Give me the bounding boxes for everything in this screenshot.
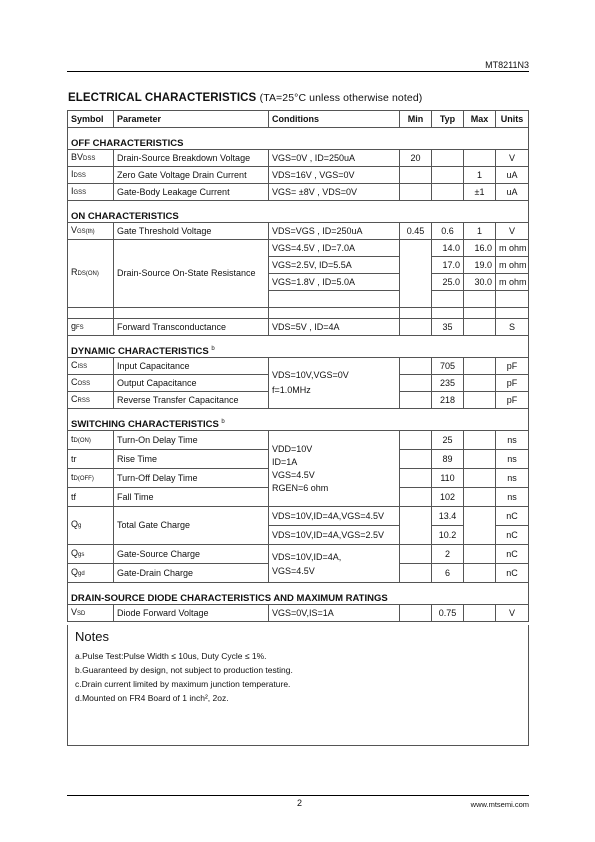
table-row	[68, 319, 529, 336]
unit-cell: V	[496, 605, 529, 622]
condition-cell: VDD=10V ID=1A VGS=4.5V RGEN=6 ohm	[269, 431, 400, 507]
max-cell	[464, 375, 496, 392]
parameter-cell: Diode Forward Voltage	[114, 605, 269, 622]
table-row	[68, 545, 529, 564]
condition-cell: VGS=1.8V , ID=5.0A	[269, 274, 400, 291]
condition-cell: VGS=0V , ID=250uA	[269, 150, 400, 167]
header-rule	[67, 71, 529, 72]
condition-cell: VDS=10V,VGS=0V f=1.0MHz	[269, 358, 400, 409]
typ-cell	[432, 150, 464, 167]
note-item: c.Drain current limited by maximum junction temperature.	[75, 679, 291, 689]
typ-cell	[432, 167, 464, 184]
typ-cell	[432, 184, 464, 201]
parameter-cell: Drain-Source On-State Resistance	[114, 240, 269, 308]
part-number: MT8211N3	[485, 60, 529, 70]
max-cell	[464, 291, 496, 308]
min-cell	[400, 469, 432, 488]
col-symbol: Symbol	[68, 111, 114, 128]
typ-cell: 13.4	[432, 507, 464, 526]
max-cell	[464, 545, 496, 564]
min-cell	[400, 358, 432, 375]
section-diode	[68, 583, 529, 605]
condition-cell	[269, 291, 400, 308]
table-row	[68, 150, 529, 167]
parameter-cell: Turn-Off Delay Time	[114, 469, 269, 488]
page-number: 2	[297, 798, 303, 808]
symbol-cell: RDS(ON)	[68, 240, 114, 308]
parameter-cell: Output Capacitance	[114, 375, 269, 392]
symbol-cell: Qgs	[68, 545, 114, 564]
unit-cell: nC	[496, 507, 529, 526]
table-row	[68, 358, 529, 375]
symbol-cell: BVDSS	[68, 150, 114, 167]
min-cell	[400, 431, 432, 450]
unit-cell: m ohm	[496, 240, 529, 257]
note-item: b.Guaranteed by design, not subject to production testing.	[75, 665, 293, 675]
unit-cell: V	[496, 150, 529, 167]
max-cell	[464, 392, 496, 409]
unit-cell: uA	[496, 184, 529, 201]
typ-cell: 2	[432, 545, 464, 564]
max-cell	[464, 507, 496, 545]
unit-cell: ns	[496, 488, 529, 507]
unit-cell: ns	[496, 431, 529, 450]
min-cell	[400, 450, 432, 469]
typ-cell	[432, 291, 464, 308]
section-label: SWITCHING CHARACTERISTICS $^b$	[68, 409, 529, 431]
symbol-cell: tD(OFF)	[68, 469, 114, 488]
table-row	[68, 605, 529, 622]
typ-cell: 17.0	[432, 257, 464, 274]
symbol-cell: tD(ON)	[68, 431, 114, 450]
unit-cell: nC	[496, 526, 529, 545]
typ-cell: 705	[432, 358, 464, 375]
symbol-cell: VSD	[68, 605, 114, 622]
max-cell: 1	[464, 167, 496, 184]
col-max: Max	[464, 111, 496, 128]
condition-cell: VGS=4.5V , ID=7.0A	[269, 240, 400, 257]
unit-cell: pF	[496, 375, 529, 392]
max-cell	[464, 564, 496, 583]
condition-cell: VDS=5V , ID=4A	[269, 319, 400, 336]
max-cell: 19.0	[464, 257, 496, 274]
min-cell	[400, 167, 432, 184]
symbol-cell: gFS	[68, 319, 114, 336]
col-typ: Typ	[432, 111, 464, 128]
electrical-characteristics-table	[67, 110, 529, 622]
typ-cell: 218	[432, 392, 464, 409]
col-conditions: Conditions	[269, 111, 400, 128]
min-cell	[400, 507, 432, 545]
typ-cell: 0.75	[432, 605, 464, 622]
section-title	[68, 92, 422, 104]
symbol-cell: Qg	[68, 507, 114, 545]
min-cell	[400, 564, 432, 583]
min-cell	[400, 240, 432, 308]
condition-cell: VGS=2.5V, ID=5.5A	[269, 257, 400, 274]
unit-cell: pF	[496, 358, 529, 375]
condition-cell: VGS=0V,IS=1A	[269, 605, 400, 622]
symbol-cell: Qgd	[68, 564, 114, 583]
max-cell	[464, 605, 496, 622]
typ-cell: 6	[432, 564, 464, 583]
footer-rule	[67, 795, 529, 796]
unit-cell: nC	[496, 564, 529, 583]
unit-cell: pF	[496, 392, 529, 409]
parameter-cell: Total Gate Charge	[114, 507, 269, 545]
max-cell: 1	[464, 223, 496, 240]
condition-cell: VGS= ±8V , VDS=0V	[269, 184, 400, 201]
typ-cell: 89	[432, 450, 464, 469]
max-cell	[464, 431, 496, 450]
max-cell: ±1	[464, 184, 496, 201]
typ-cell: 10.2	[432, 526, 464, 545]
table-row	[68, 184, 529, 201]
parameter-cell: Input Capacitance	[114, 358, 269, 375]
symbol-cell: VGS(th)	[68, 223, 114, 240]
parameter-cell: Gate-Body Leakage Current	[114, 184, 269, 201]
min-cell	[400, 545, 432, 564]
condition-cell: VDS=VGS , ID=250uA	[269, 223, 400, 240]
symbol-cell: tr	[68, 450, 114, 469]
unit-cell	[496, 291, 529, 308]
max-cell	[464, 450, 496, 469]
col-parameter: Parameter	[114, 111, 269, 128]
unit-cell: S	[496, 319, 529, 336]
parameter-cell: Fall Time	[114, 488, 269, 507]
section-label: DRAIN-SOURCE DIODE CHARACTERISTICS AND MAXIMUM RATINGS	[68, 583, 529, 605]
min-cell	[400, 375, 432, 392]
typ-cell: 25	[432, 431, 464, 450]
section-dynamic	[68, 336, 529, 358]
max-cell	[464, 469, 496, 488]
symbol-cell: CRSS	[68, 392, 114, 409]
title-main: ELECTRICAL CHARACTERISTICS	[68, 92, 257, 104]
section-label: ON CHARACTERISTICS	[68, 201, 529, 223]
section-off	[68, 128, 529, 150]
min-cell: 0.45	[400, 223, 432, 240]
max-cell	[464, 488, 496, 507]
section-label: OFF CHARACTERISTICS	[68, 128, 529, 150]
spacer-row	[68, 308, 529, 319]
symbol-cell: tf	[68, 488, 114, 507]
typ-cell: 235	[432, 375, 464, 392]
min-cell	[400, 392, 432, 409]
parameter-cell: Forward Transconductance	[114, 319, 269, 336]
section-on	[68, 201, 529, 223]
parameter-cell: Gate Threshold Voltage	[114, 223, 269, 240]
note-item: d.Mounted on FR4 Board of 1 inch², 2oz.	[75, 693, 229, 703]
website-link[interactable]: www.mtsemi.com	[470, 800, 529, 809]
max-cell	[464, 358, 496, 375]
min-cell: 20	[400, 150, 432, 167]
table-row	[68, 167, 529, 184]
notes-title: Notes	[75, 629, 109, 644]
table-row	[68, 240, 529, 257]
section-switching	[68, 409, 529, 431]
min-cell	[400, 184, 432, 201]
parameter-cell: Gate-Source Charge	[114, 545, 269, 564]
title-condition: (TA=25°C unless otherwise noted)	[259, 92, 423, 104]
unit-cell: m ohm	[496, 274, 529, 291]
symbol-cell: IDSS	[68, 167, 114, 184]
condition-cell: VDS=10V,ID=4A, VGS=4.5V	[269, 545, 400, 583]
symbol-cell: COSS	[68, 375, 114, 392]
note-item: a.Pulse Test:Pulse Width ≤ 10us, Duty Cycle ≤ 1%.	[75, 651, 267, 661]
unit-cell: V	[496, 223, 529, 240]
unit-cell: nC	[496, 545, 529, 564]
parameter-cell: Reverse Transfer Capacitance	[114, 392, 269, 409]
max-cell: 16.0	[464, 240, 496, 257]
col-min: Min	[400, 111, 432, 128]
max-cell: 30.0	[464, 274, 496, 291]
table-row	[68, 431, 529, 450]
min-cell	[400, 605, 432, 622]
unit-cell: ns	[496, 450, 529, 469]
symbol-cell: IGSS	[68, 184, 114, 201]
parameter-cell: Drain-Source Breakdown Voltage	[114, 150, 269, 167]
parameter-cell: Rise Time	[114, 450, 269, 469]
parameter-cell: Turn-On Delay Time	[114, 431, 269, 450]
col-units: Units	[496, 111, 529, 128]
max-cell	[464, 150, 496, 167]
unit-cell: ns	[496, 469, 529, 488]
notes-list	[75, 649, 293, 705]
typ-cell: 110	[432, 469, 464, 488]
typ-cell: 35	[432, 319, 464, 336]
typ-cell: 25.0	[432, 274, 464, 291]
table-row	[68, 223, 529, 240]
parameter-cell: Gate-Drain Charge	[114, 564, 269, 583]
condition-cell: VDS=10V,ID=4A,VGS=4.5V	[269, 507, 400, 526]
symbol-cell: CISS	[68, 358, 114, 375]
max-cell	[464, 319, 496, 336]
unit-cell: uA	[496, 167, 529, 184]
section-label: DYNAMIC CHARACTERISTICS $^b$	[68, 336, 529, 358]
table-row	[68, 507, 529, 526]
notes-box	[67, 625, 529, 746]
min-cell	[400, 319, 432, 336]
unit-cell: m ohm	[496, 257, 529, 274]
table-header	[68, 111, 529, 128]
parameter-cell: Zero Gate Voltage Drain Current	[114, 167, 269, 184]
typ-cell: 0.6	[432, 223, 464, 240]
typ-cell: 14.0	[432, 240, 464, 257]
condition-cell: VDS=16V , VGS=0V	[269, 167, 400, 184]
typ-cell: 102	[432, 488, 464, 507]
min-cell	[400, 488, 432, 507]
condition-cell: VDS=10V,ID=4A,VGS=2.5V	[269, 526, 400, 545]
